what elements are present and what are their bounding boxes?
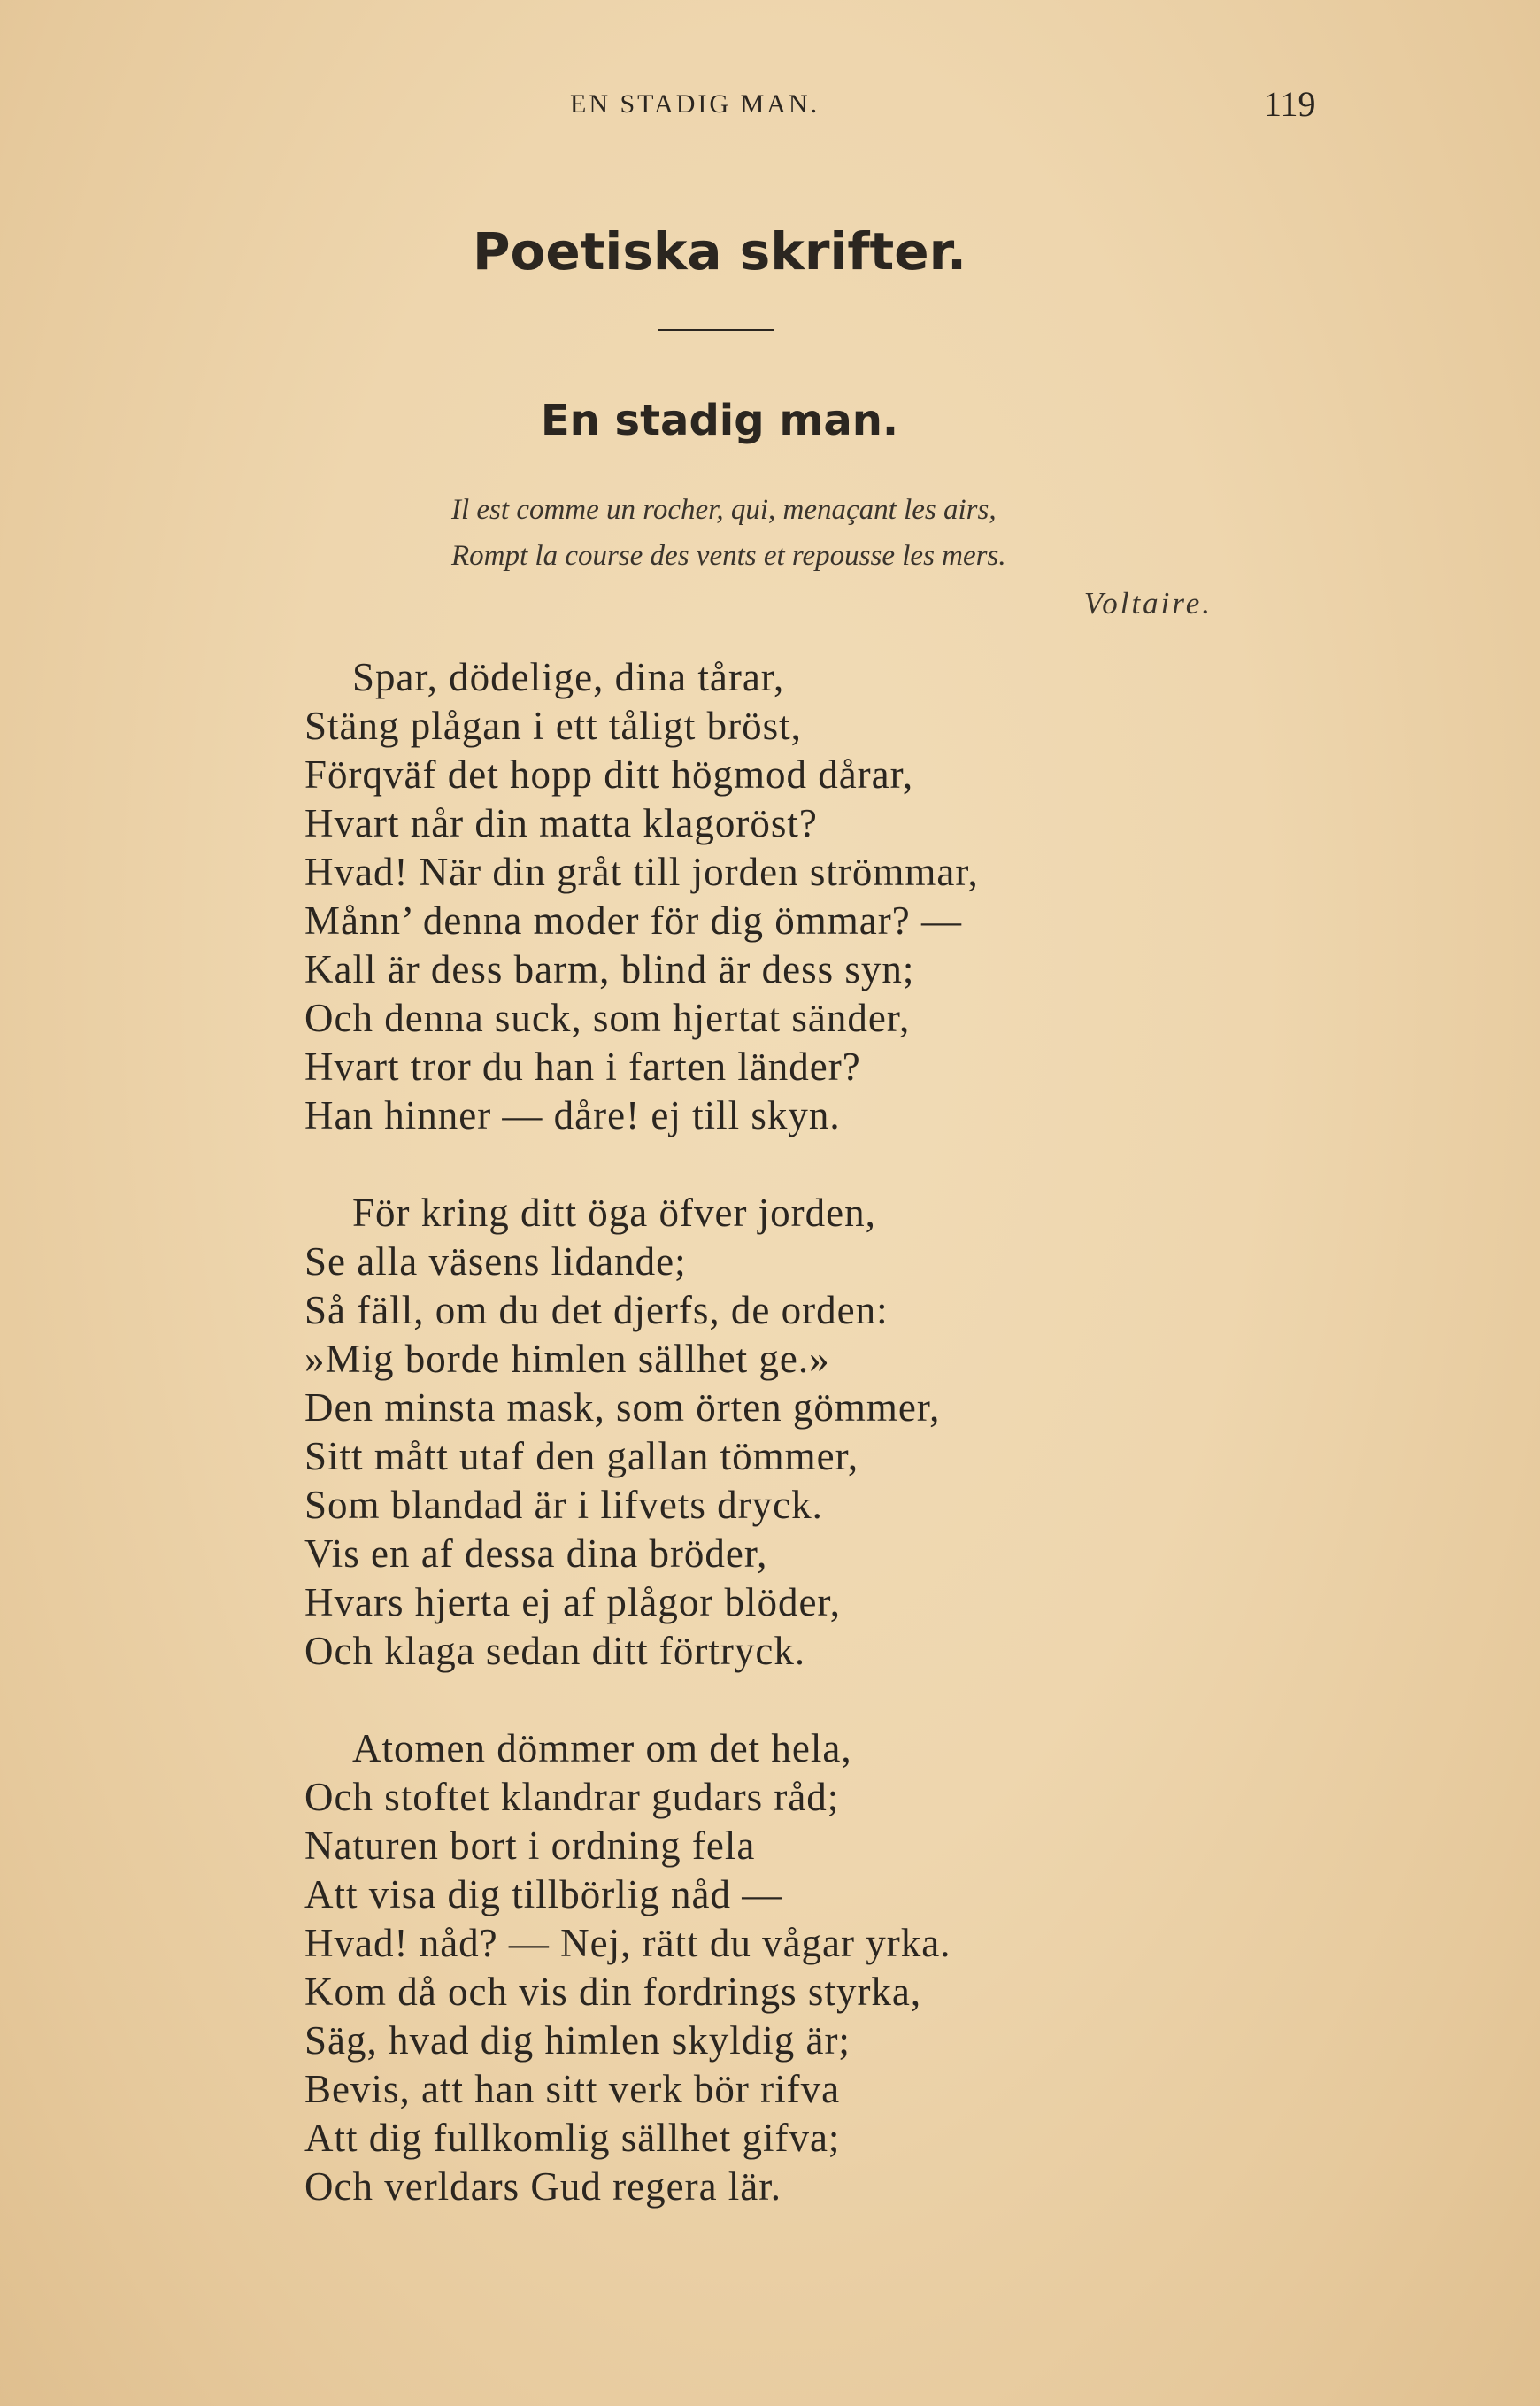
- epigraph-author: Voltaire.: [1083, 586, 1213, 621]
- running-header: [0, 83, 1540, 126]
- verse-line: Hvad! När din gråt till jorden strömmar,: [304, 850, 979, 894]
- verse-line: Atomen dömmer om det hela,: [352, 1726, 852, 1770]
- epigraph: [451, 487, 1301, 627]
- verse-line: Bevis, att han sitt verk bör rifva: [304, 2067, 841, 2111]
- verse-line: Att dig fullkomlig sällhet gifva;: [304, 2116, 841, 2160]
- verse-line: För kring ditt öga öfver jorden,: [352, 1191, 876, 1235]
- verse-line: Den minsta mask, som örten gömmer,: [304, 1385, 941, 1430]
- verse-line: Som blandad är i lifvets dryck.: [304, 1483, 823, 1527]
- epigraph-line: Rompt la course des vents et repousse les mers.: [451, 540, 1006, 572]
- verse-line: Han hinner — dåre! ej till skyn.: [304, 1093, 841, 1137]
- running-title: EN STADIG MAN.: [570, 89, 820, 119]
- poem-body: [304, 653, 1367, 2260]
- verse-line: »Mig borde himlen sällhet ge.»: [304, 1337, 830, 1381]
- verse-line: Och verldars Gud regera lär.: [304, 2164, 782, 2209]
- verse-line: Stäng plågan i ett tåligt bröst,: [304, 704, 802, 748]
- verse-line: Vis en af dessa dina bröder,: [304, 1531, 768, 1576]
- verse-line: Så fäll, om du det djerfs, de orden:: [304, 1288, 889, 1332]
- stanza-3: [304, 1724, 1367, 2211]
- verse-line: Se alla väsens lidande;: [304, 1239, 687, 1284]
- verse-line: Och klaga sedan ditt förtryck.: [304, 1629, 806, 1673]
- verse-line: Spar, dödelige, dina tårar,: [352, 655, 785, 699]
- verse-line: Förqväf det hopp ditt högmod dårar,: [304, 752, 914, 797]
- verse-line: Och denna suck, som hjertat sänder,: [304, 996, 911, 1040]
- verse-line: Månn’ denna moder för dig ömmar? —: [304, 898, 962, 943]
- stanza-2: [304, 1189, 1367, 1676]
- stanza-1: [304, 653, 1367, 1140]
- verse-line: Hvart tror du han i farten länder?: [304, 1045, 861, 1089]
- verse-line: Hvad! nåd? — Nej, rätt du vågar yrka.: [304, 1921, 951, 1965]
- verse-line: Säg, hvad dig himlen skyldig är;: [304, 2018, 851, 2063]
- title-divider: [658, 329, 774, 331]
- verse-line: Hvart når din matta klagoröst?: [304, 801, 818, 845]
- verse-line: Sitt mått utaf den gallan tömmer,: [304, 1434, 859, 1478]
- verse-line: Kom då och vis din fordrings styrka,: [304, 1970, 922, 2014]
- verse-line: Hvars hjerta ej af plågor blöder,: [304, 1580, 841, 1624]
- verse-line: Och stoftet klandrar gudars råd;: [304, 1775, 840, 1819]
- poem-title: En stadig man.: [540, 396, 899, 445]
- section-title: Poetiska skrifter.: [473, 221, 966, 281]
- verse-line: Att visa dig tillbörlig nåd —: [304, 1872, 783, 1916]
- page-number: 119: [1264, 84, 1316, 124]
- epigraph-line: Il est comme un rocher, qui, menaçant les airs,: [451, 494, 997, 526]
- verse-line: Kall är dess barm, blind är dess syn;: [304, 947, 915, 991]
- verse-line: Naturen bort i ordning fela: [304, 1824, 756, 1868]
